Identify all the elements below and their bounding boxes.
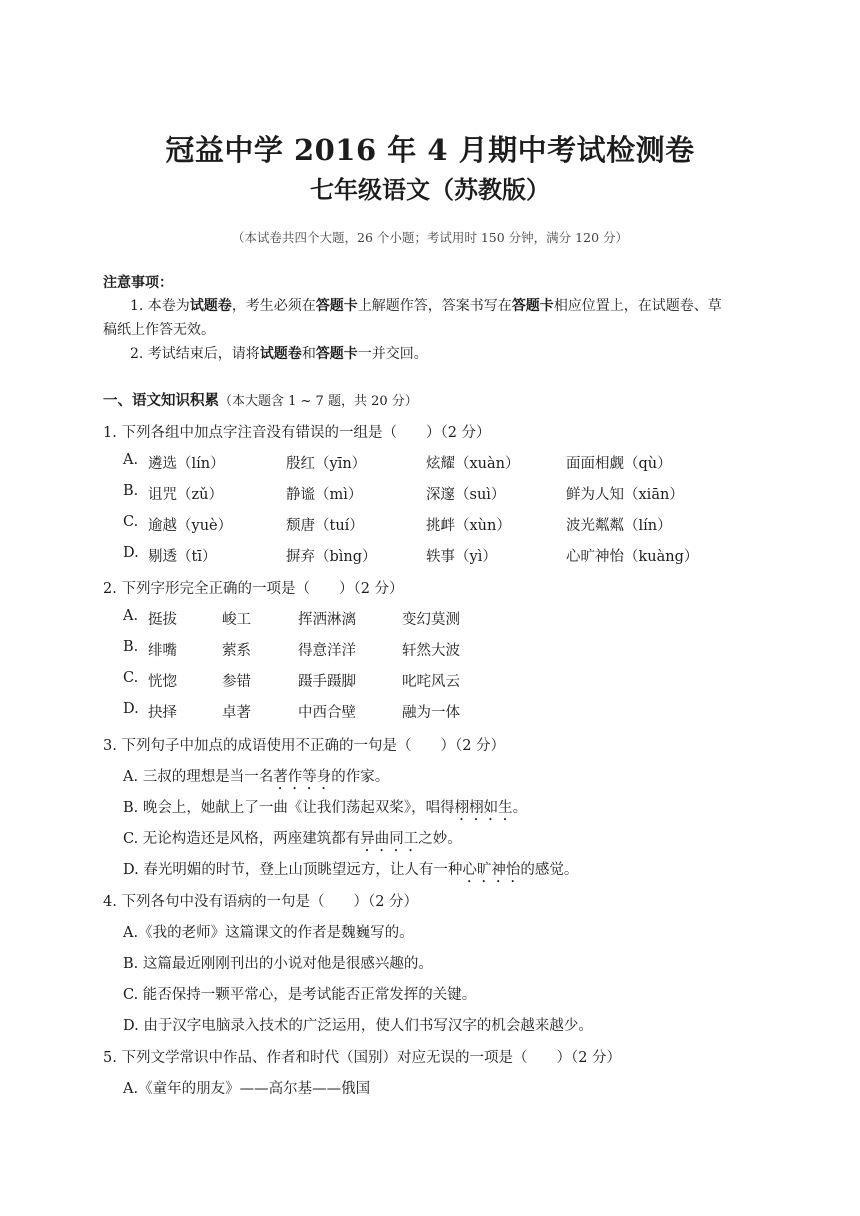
option-item: B. 这篇最近刚刚刊出的小说对他是很感兴趣的。 [123, 956, 433, 972]
option-text: C. 无论构造还是风格，两座建筑都有 [123, 831, 361, 847]
option-item: 摒弃（bìng） [286, 549, 377, 565]
exam-subtitle: 七年级语文（苏教版） [310, 175, 550, 204]
option-item: 挥洒淋漓 [298, 612, 356, 628]
option-item: 静谧（mì） [286, 487, 363, 503]
option-item [123, 827, 462, 855]
option-item: 绯嘴 [148, 643, 177, 659]
option-item: D. 由于汉字电脑录入技术的广泛运用，使人们书写汉字的机会越来越少。 [123, 1018, 593, 1034]
option-item: 轶事（yì） [426, 549, 497, 565]
option-item: 遴选（lín） [148, 456, 225, 472]
option-item: 心旷神怡（kuàng） [566, 549, 699, 565]
option-label: B. [123, 639, 139, 655]
dotted-idiom: 著作等身 [273, 769, 332, 785]
option-text: 。 [512, 800, 528, 816]
option-item: A.《我的老师》这篇课文的作者是魏巍写的。 [123, 925, 414, 941]
dotted-idiom: 心旷神怡 [462, 862, 521, 878]
notice-item-1 [130, 295, 722, 315]
option-item: 恍惚 [148, 674, 177, 690]
option-text: 的感觉。 [520, 862, 579, 878]
option-text: B. 晚会上，她献上了一曲《让我们荡起双桨》，唱得 [123, 800, 455, 816]
option-item: 峻工 [222, 612, 251, 628]
exam-info: （本试卷共四个大题，26 个小题；考试用时 150 分钟，满分 120 分） [232, 230, 628, 245]
option-label: A. [123, 608, 139, 624]
option-text: A. 三叔的理想是当一名 [123, 769, 274, 785]
notice-text: 相应位置上，在试题卷、草 [553, 298, 722, 314]
option-item: 逾越（yuè） [148, 518, 233, 534]
notice-item-2 [130, 343, 428, 363]
notice-text: ，考生必须在 [231, 298, 316, 314]
option-text: 之妙。 [418, 831, 462, 847]
option-item: 波光粼粼（lín） [566, 518, 672, 534]
option-item: 剔透（tī） [148, 549, 217, 565]
option-text: 的作家。 [331, 769, 390, 785]
exam-title: 冠益中学 2016 年 4 月期中考试检测卷 [165, 133, 695, 167]
option-item: 中西合壁 [298, 705, 356, 721]
option-item: 诅咒（zǔ） [148, 487, 223, 503]
option-label: D. [123, 701, 139, 717]
option-item: 挑衅（xùn） [426, 518, 511, 534]
option-item: 参错 [222, 674, 251, 690]
option-item: 面面相觑（qù） [566, 456, 672, 472]
q3-stem: 3. 下列句子中加点的成语使用不正确的一句是（ ）（2 分） [103, 738, 506, 754]
notice-item-1-line-2: 稿纸上作答无效。 [103, 322, 215, 338]
notice-text: 和 [301, 346, 316, 362]
notice-text: 1. 本卷为 [130, 298, 190, 314]
section-1-heading [103, 389, 418, 410]
option-item: 叱咤风云 [402, 674, 460, 690]
option-item: 鲜为人知（xiān） [566, 487, 684, 503]
notice-emphasis: 试题卷 [189, 298, 232, 314]
option-item [123, 765, 389, 793]
option-item: 殷红（yīn） [286, 456, 367, 472]
option-label: A. [123, 452, 139, 468]
option-item: 卓著 [222, 705, 251, 721]
section-note: （本大题含 1 ~ 7 题，共 20 分） [219, 394, 418, 409]
notice-text: 上解题作答，答案书写在 [357, 298, 512, 314]
option-label: C. [123, 670, 139, 686]
q4-stem: 4. 下列各句中没有语病的一句是（ ）（2 分） [103, 894, 419, 910]
option-item [123, 858, 578, 886]
option-label: C. [123, 514, 139, 530]
option-item: 挺拔 [148, 612, 177, 628]
option-item: 萦系 [222, 643, 251, 659]
q2-stem: 2. 下列字形完全正确的一项是（ ）（2 分） [103, 581, 404, 597]
option-item: 融为一体 [402, 705, 460, 721]
option-item: 得意洋洋 [298, 643, 356, 659]
notice-emphasis: 答题卡 [315, 298, 358, 314]
option-item: A.《童年的朋友》——高尔基——俄国 [123, 1081, 371, 1097]
option-item: 蹑手蹑脚 [298, 674, 356, 690]
option-item: 轩然大波 [402, 643, 460, 659]
option-label: B. [123, 483, 139, 499]
option-item: 抉择 [148, 705, 177, 721]
option-item: 炫耀（xuàn） [426, 456, 520, 472]
notice-heading: 注意事项： [103, 275, 173, 291]
notice-emphasis: 试题卷 [259, 346, 302, 362]
section-title: 一、语文知识积累 [103, 392, 219, 409]
option-label: D. [123, 545, 139, 561]
notice-text: 2. 考试结束后，请将 [130, 346, 260, 362]
option-item: 颓唐（tuí） [286, 518, 364, 534]
option-item [123, 796, 527, 824]
q1-stem: 1. 下列各组中加点字注音没有错误的一组是（ ）（2 分） [103, 425, 491, 441]
notice-emphasis: 答题卡 [315, 346, 358, 362]
option-text: D. 春光明媚的时节，登上山顶眺望远方，让人有一种 [123, 862, 463, 878]
option-item: 变幻莫测 [402, 612, 460, 628]
notice-emphasis: 答题卡 [511, 298, 554, 314]
q5-stem: 5. 下列文学常识中作品、作者和时代（国别）对应无误的一项是（ ）（2 分） [103, 1050, 622, 1066]
option-item: C. 能否保持一颗平常心，是考试能否正常发挥的关键。 [123, 987, 477, 1003]
dotted-idiom: 异曲同工 [360, 831, 419, 847]
dotted-idiom: 栩栩如生 [454, 800, 513, 816]
option-item: 深邃（suì） [426, 487, 506, 503]
notice-text: 一并交回。 [357, 346, 428, 362]
